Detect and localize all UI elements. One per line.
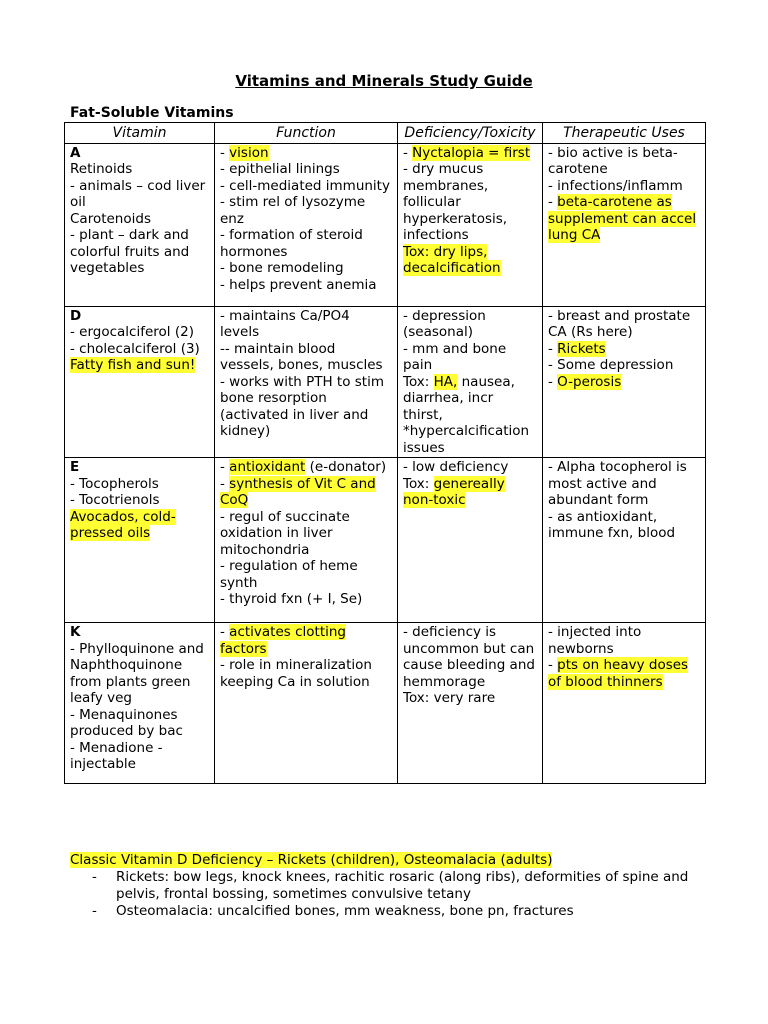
cell-line: - Menadione - injectable — [70, 739, 163, 772]
cell-line: - ergocalciferol (2) — [70, 324, 194, 340]
column-header: Therapeutic Uses — [543, 123, 706, 144]
cell-line — [220, 624, 392, 657]
section-heading: Fat-Soluble Vitamins — [70, 105, 234, 121]
list-item — [70, 869, 710, 903]
function-cell — [215, 458, 398, 623]
line-prefix: - — [220, 459, 230, 475]
highlighted-text: Fatty fish and sun! — [70, 357, 196, 373]
cell-line — [70, 357, 209, 374]
cell-line: - role in mineralization keeping Ca in solution — [220, 657, 372, 690]
cell-line: - plant – dark and colorful fruits and vegetables — [70, 227, 190, 276]
tox-rest: nausea, diarrhea, incr thirst, *hypercalcification issues — [403, 373, 530, 456]
highlighted-text: Avocados, cold-pressed oils — [70, 508, 176, 541]
notes-list — [70, 869, 710, 920]
cell-line: - works with PTH to stim bone resorption (activated in liver and kidney) — [220, 373, 384, 439]
notes-heading — [70, 852, 710, 869]
highlighted-text: O-perosis — [557, 373, 622, 390]
cell-line: - mm and bone pain — [403, 340, 507, 373]
bullet-text: Rickets: bow legs, knock knees, rachitic rosaric (along ribs), deformities of spine and pelvis, frontal bossing, sometimes convulsive tetany — [116, 869, 689, 902]
highlighted-text: Classic Vitamin D Deficiency – Rickets (children), Osteomalacia (adults) — [70, 852, 553, 868]
cell-line: - injected into newborns — [548, 624, 642, 657]
cell-line: - Some depression — [548, 357, 674, 373]
cell-line: - regul of succinate oxidation in liver mitochondria — [220, 508, 350, 558]
cell-line: - helps prevent anemia — [220, 276, 377, 293]
tox-prefix: Tox: — [403, 373, 434, 390]
cell-line: - Tocopherols — [70, 475, 159, 492]
cell-line — [548, 657, 700, 690]
deficiency-cell — [398, 458, 543, 623]
therapeutic-cell — [543, 458, 706, 623]
deficiency-cell — [398, 143, 543, 306]
cell-line: - deficiency is uncommon but can cause bleeding and hemmorage — [403, 624, 535, 690]
list-item — [70, 903, 710, 920]
deficiency-cell — [398, 623, 543, 784]
vitamin-name: E — [70, 459, 80, 475]
vitamin-cell — [65, 306, 215, 458]
vitamin-name: A — [70, 144, 81, 161]
line-prefix: - — [548, 373, 558, 390]
cell-line: - dry mucus membranes, follicular hyperkeratosis, infections — [403, 161, 508, 243]
cell-line: -- maintain blood vessels, bones, muscles — [220, 340, 383, 373]
vitamin-name: D — [70, 307, 82, 324]
highlighted-text: antioxidant — [229, 459, 306, 475]
cell-line: - formation of steroid hormones — [220, 227, 363, 260]
table-header-row — [65, 123, 706, 144]
vitamin-cell — [65, 623, 215, 784]
cell-line: - epithelial linings — [220, 161, 340, 177]
cell-line: - Alpha tocopherol is most active and abundant form — [548, 459, 687, 508]
function-cell — [215, 623, 398, 784]
cell-line: - cell-mediated immunity — [220, 177, 390, 194]
cell-line: - depression (seasonal) — [403, 307, 486, 340]
line-prefix: - — [403, 144, 413, 161]
column-header: Deficiency/Toxicity — [398, 123, 543, 144]
highlighted-text: genereally non-toxic — [403, 475, 505, 508]
table-row-vitamin-d — [65, 306, 706, 458]
cell-line — [220, 145, 392, 162]
cell-line — [548, 374, 700, 391]
cell-line — [220, 459, 392, 476]
therapeutic-cell — [543, 143, 706, 306]
vitamins-table — [64, 122, 706, 784]
highlighted-text: Rickets — [557, 340, 606, 357]
cell-line — [548, 194, 700, 244]
bullet-dash: - — [92, 903, 97, 919]
cell-line: - regulation of heme synth — [220, 558, 358, 591]
line-prefix: - — [548, 194, 558, 210]
vitamin-name: K — [70, 624, 81, 640]
cell-line: Retinoids — [70, 161, 133, 177]
cell-line: Tox: very rare — [403, 690, 496, 706]
function-cell — [215, 306, 398, 458]
highlighted-text: HA, — [433, 373, 458, 390]
vitamin-cell — [65, 143, 215, 306]
highlighted-text: beta-carotene as supplement can accel lung CA — [548, 194, 697, 243]
line-prefix: - — [220, 144, 230, 161]
cell-line: - bio active is beta-carotene — [548, 144, 678, 177]
line-prefix: - — [548, 340, 558, 357]
cell-line — [220, 476, 392, 509]
cell-line: - Menaquinones produced by bac — [70, 706, 183, 739]
therapeutic-cell — [543, 623, 706, 784]
page-title: Vitamins and Minerals Study Guide — [235, 72, 533, 90]
highlighted-text: Tox: dry lips, decalcification — [403, 243, 501, 276]
cell-line — [403, 145, 537, 162]
line-rest: (e-donator) — [305, 459, 387, 475]
column-header: Vitamin — [65, 123, 215, 144]
vitamin-cell — [65, 458, 215, 623]
cell-line — [403, 476, 537, 509]
cell-line: - breast and prostate CA (Rs here) — [548, 307, 691, 340]
highlighted-text: synthesis of Vit C and CoQ — [220, 475, 376, 508]
cell-line: - cholecalciferol (3) — [70, 340, 200, 357]
line-prefix: - — [220, 475, 230, 492]
cell-line — [70, 509, 209, 542]
cell-line: - low deficiency — [403, 459, 509, 475]
cell-line: - infections/inflamm — [548, 177, 683, 194]
deficiency-cell — [398, 306, 543, 458]
function-cell — [215, 143, 398, 306]
cell-line: - animals – cod liver oil — [70, 177, 206, 210]
line-prefix: - — [548, 657, 558, 673]
line-prefix: - — [220, 624, 230, 640]
therapeutic-cell — [543, 306, 706, 458]
highlighted-text: Nyctalopia = first — [412, 144, 531, 161]
table-row-vitamin-e — [65, 458, 706, 623]
bullet-dash: - — [92, 869, 97, 885]
cell-line: - bone remodeling — [220, 260, 344, 276]
cell-line — [403, 374, 537, 457]
bullet-text: Osteomalacia: uncalcified bones, mm weakness, bone pn, fractures — [116, 903, 574, 919]
cell-line: - maintains Ca/PO4 levels — [220, 307, 350, 340]
cell-line — [548, 341, 700, 358]
cell-line: Carotenoids — [70, 210, 151, 227]
cell-line: - Tocotrienols — [70, 492, 160, 508]
cell-line: - thyroid fxn (+ I, Se) — [220, 591, 363, 607]
cell-line — [403, 244, 537, 277]
cell-line: - as antioxidant, immune fxn, blood — [548, 508, 676, 541]
highlighted-text: vision — [229, 144, 269, 161]
tox-prefix: Tox: — [403, 475, 434, 492]
vitamin-d-deficiency-notes — [70, 852, 710, 920]
cell-line: - stim rel of lysozyme enz — [220, 194, 366, 227]
table-row-vitamin-a — [65, 143, 706, 306]
cell-line: - Phylloquinone and Naphthoquinone from plants green leafy veg — [70, 640, 204, 706]
column-header: Function — [215, 123, 398, 144]
highlighted-text: pts on heavy doses of blood thinners — [548, 657, 689, 690]
highlighted-text: activates clotting factors — [220, 624, 346, 657]
table-row-vitamin-k — [65, 623, 706, 784]
